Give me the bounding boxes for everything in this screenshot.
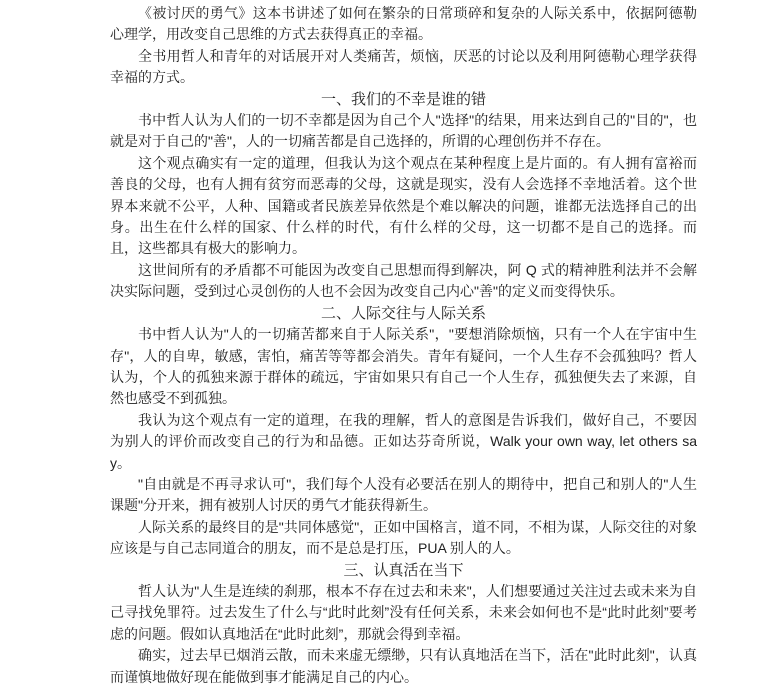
section-heading-1: 一、我们的不幸是谁的错	[320, 90, 486, 108]
section-2-paragraph: "自由就是不再寻求认可"，我们每个人没有必要活在别人的期待中，把自己和别人的"人生课题"分开来，拥有被别人讨厌的勇气才能获得新生。	[110, 475, 697, 514]
section-1-paragraph: 这世间所有的矛盾都不可能因为改变自己思想而得到解决，阿 Q 式的精神胜利法并不会解决实际问题，受到过心灵创伤的人也不会因为改变自己内心"善"的定义而变得快乐。	[110, 261, 697, 300]
section-3-paragraph: 哲人认为"人生是连续的刹那，根本不存在过去和未来"，人们想要通过关注过去或未来为自己寻找免罪符。过去发生了什么与“此时此刻”没有任何关系，未来会如何也不是“此时此刻”要考虑的问题。假如认真地活在“此时此刻”，那就会得到幸福。	[110, 582, 697, 642]
section-1-paragraph: 这个观点确实有一定的道理，但我认为这个观点在某种程度上是片面的。有人拥有富裕而善良的父母，也有人拥有贫穷而恶毒的父母，这就是现实，没有人会选择不幸地活着。这个世界本来就不公平，人种、国籍或者民族差异依然是个难以解决的问题，谁都无法选择自己的出身。出生在什么样的国家、什么样的时代，有什么样的父母，这一切都不是自己的选择。而且，这些都具有极大的影响力。	[110, 154, 697, 257]
section-heading-2: 二、人际交往与人际关系	[320, 304, 486, 322]
section-2-paragraph: 我认为这个观点有一定的道理，在我的理解，哲人的意图是告诉我们，做好自己，不要因为别人的评价而改变自己的行为和品德。正如达芬奇所说，Walk your own way, let others say。	[110, 411, 697, 471]
intro-paragraph: 《被讨厌的勇气》这本书讲述了如何在繁杂的日常琐碎和复杂的人际关系中，依据阿德勒心理学，用改变自己思维的方式去获得真正的幸福。	[110, 5, 697, 43]
intro-paragraph: 全书用哲人和青年的对话展开对人类痛苦，烦恼，厌恶的讨论以及利用阿德勒心理学获得幸福的方式。	[110, 47, 697, 86]
section-heading-3: 三、认真活在当下	[343, 561, 464, 579]
section-1-paragraph: 书中哲人认为人们的一切不幸都是因为自己个人"选择"的结果，用来达到自己的"目的"，也就是对于自己的"善"，人的一切痛苦都是自己选择的，所谓的心理创伤并不存在。	[110, 112, 697, 150]
section-2-paragraph: 人际关系的最终目的是"共同体感觉"，正如中国格言，道不同，不相为谋，人际交往的对象应该是与自己志同道合的朋友，而不是总是打压，PUA 别人的人。	[110, 518, 697, 557]
section-2-paragraph: 书中哲人认为"人的一切痛苦都来自于人际关系"，"要想消除烦恼，只有一个人在宇宙中生存"，人的自卑，敏感，害怕，痛苦等等都会消失。青年有疑问，一个人生存不会孤独吗？哲人认为，个人的孤独来源于群体的疏远，宇宙如果只有自己一个人生存，孤独便失去了来源，自然也感受不到孤独。	[110, 326, 697, 407]
section-3-paragraph: 确实，过去早已烟消云散，而未来虚无缥缈，只有认真地活在当下，活在"此时此刻"，认真而谨慎地做好现在能做到事才能满足自己的内心。	[110, 647, 697, 685]
